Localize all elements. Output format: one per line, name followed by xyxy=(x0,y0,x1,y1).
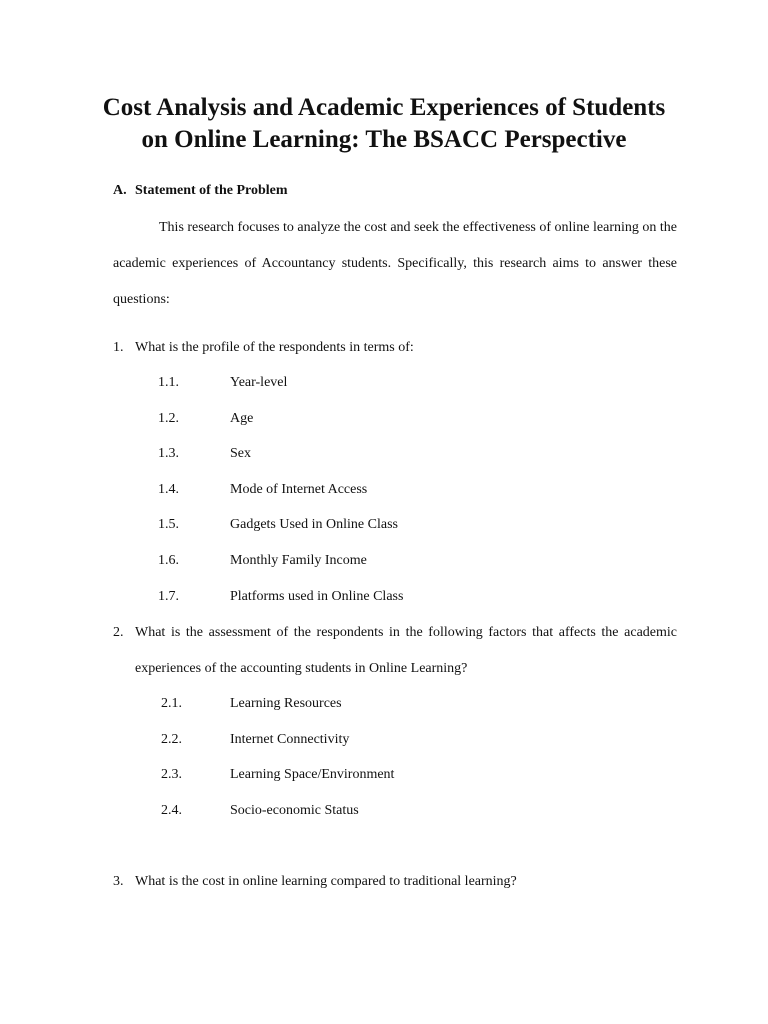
question-text: What is the cost in online learning compared to traditional learning? xyxy=(135,874,517,889)
sub-item-number: 1.6. xyxy=(158,553,179,568)
sub-item-number: 2.2. xyxy=(161,732,182,747)
sub-item-number: 1.7. xyxy=(158,589,179,604)
sub-item-text: Gadgets Used in Online Class xyxy=(230,517,398,532)
sub-item-text: Platforms used in Online Class xyxy=(230,589,404,604)
sub-item-number: 1.1. xyxy=(158,375,179,390)
question-1 xyxy=(113,330,677,366)
sub-item-text: Mode of Internet Access xyxy=(230,482,368,497)
sub-item-number: 2.4. xyxy=(161,803,182,818)
sub-item-text: Sex xyxy=(230,446,251,461)
question-text: What is the profile of the respondents in terms of: xyxy=(135,340,414,355)
sub-item-text: Year-level xyxy=(230,375,288,390)
title-line-2: on Online Learning: The BSACC Perspective xyxy=(141,126,627,153)
sub-item-number: 1.2. xyxy=(158,411,179,426)
sub-item-text: Age xyxy=(230,411,254,426)
question-number: 1. xyxy=(113,340,124,355)
section-marker: A. xyxy=(113,183,127,198)
question-2 xyxy=(113,615,677,687)
sub-item-number: 1.5. xyxy=(158,517,179,532)
sub-item-number: 1.4. xyxy=(158,482,179,497)
sub-item-text: Socio-economic Status xyxy=(230,803,359,818)
question-text: What is the assessment of the respondents in the following factors that affects the academic experiences of the accounting students in Online Learning? xyxy=(135,625,677,676)
question-3 xyxy=(113,864,677,900)
question-number: 2. xyxy=(113,625,124,640)
title-line-1: Cost Analysis and Academic Experiences of Students xyxy=(102,94,666,121)
sub-item-text: Monthly Family Income xyxy=(230,553,367,568)
sub-item-text: Internet Connectivity xyxy=(230,732,350,747)
intro-paragraph: This research focuses to analyze the cost and seek the effectiveness of online learning on the academic experiences of Accountancy students. Specifically, this research aims to answer these questions: xyxy=(113,220,677,307)
sub-item-text: Learning Resources xyxy=(230,696,342,711)
sub-item-number: 2.1. xyxy=(161,696,182,711)
section-heading-text: Statement of the Problem xyxy=(135,183,288,198)
document-title xyxy=(60,92,708,156)
sub-item-number: 2.3. xyxy=(161,767,182,782)
sub-item-number: 1.3. xyxy=(158,446,179,461)
section-heading xyxy=(113,181,288,201)
sub-item-text: Learning Space/Environment xyxy=(230,767,395,782)
question-number: 3. xyxy=(113,874,124,889)
